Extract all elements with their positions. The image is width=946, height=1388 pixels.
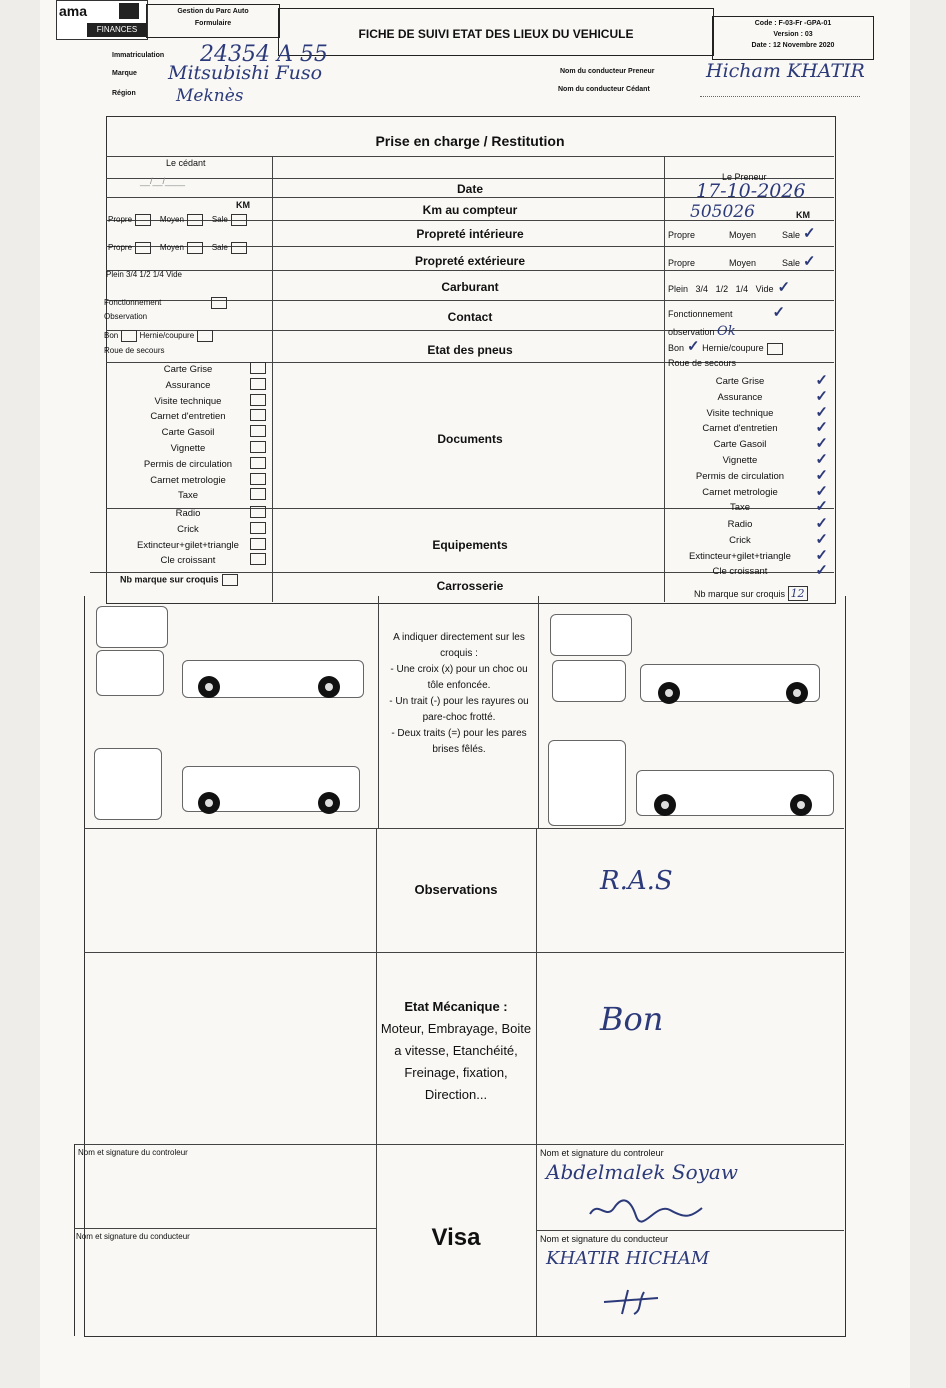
row-date: Date [456,182,483,196]
row-carburant: Carburant [441,280,499,294]
opt-sale: Sale [211,243,228,253]
checkbox[interactable] [231,214,247,226]
opt-1-4: 1/4 [735,284,749,294]
region-value: Meknès [176,86,244,106]
visa-label: Visa [431,1224,481,1251]
controleur-signature-svg [586,1196,706,1224]
list-item [108,538,268,554]
checkmark-icon[interactable]: ✓ [815,466,828,484]
checkbox[interactable] [135,242,151,254]
cedant-proprete-ext[interactable] [108,242,247,254]
opt-3-4: 3/4 [126,270,138,279]
preneur-km-unit: KM [796,210,810,220]
instruction-line: - Un trait (-) pour les rayures ou pare-choc frotté. [389,696,529,723]
list-item-label: Cle croissant [160,555,216,567]
conducteur-signature [598,1286,688,1316]
opt-vide: Vide [755,284,774,294]
cedant-date-field[interactable]: __/__/____ [140,176,186,186]
row-km: Km au compteur [422,203,518,217]
row-proprete-ext: Propreté extérieure [414,254,526,268]
checkbox[interactable] [250,378,266,390]
opt-moyen: Moyen [729,230,757,240]
list-item [668,421,834,437]
list-item [108,378,268,394]
row-pneus: Etat des pneus [427,343,513,357]
list-item [668,500,834,516]
vehicle-sketch-rear-left [94,748,162,820]
header-left-box [146,4,280,38]
list-item [668,387,834,406]
list-item [108,362,268,378]
list-item [108,409,268,425]
opt-moyen: Moyen [729,258,757,268]
croquis-instructions [382,630,536,758]
fonctionnement-label: Fonctionnement [668,309,733,319]
vehicle-sketch-front-right [550,614,632,656]
header-title-box [278,8,714,56]
checkmark-icon[interactable]: ✓ [815,450,828,468]
cedant-label: Nom du conducteur Cédant [558,86,650,93]
preneur-fonctionnement [668,304,786,321]
opt-propre: Propre [668,258,696,268]
wheel-icon [654,794,676,816]
list-item-label: Permis de circulation [695,470,785,482]
wheel-icon [318,676,340,698]
vehicle-sketch-rear-right [548,740,626,826]
checkmark-icon[interactable]: ✓ [815,419,828,437]
checkbox[interactable] [231,242,247,254]
preneur-pneus [668,338,832,355]
page-title: FICHE DE SUIVI ETAT DES LIEUX DU VEHICULE [358,27,634,41]
doc-version: Version : 03 [773,31,813,38]
checkmark-icon[interactable]: ✓ [815,482,828,500]
list-item-label: Carte Grise [715,376,765,387]
opt-moyen: Moyen [159,215,184,225]
row-contact: Contact [447,310,493,324]
list-item [668,403,834,422]
checkbox[interactable] [222,574,238,586]
list-item [108,522,268,538]
row-proprete-int: Propreté intérieure [416,227,524,241]
opt-sale: Sale [782,258,801,268]
cedant-head: Le cédant [166,158,206,168]
list-item-label: Carnet d'entretien [702,423,778,435]
preneur-date: 17-10-2026 [696,180,806,202]
preneur-proprete-int [668,225,828,242]
checkbox[interactable] [250,538,266,550]
checkmark-icon[interactable]: ✓ [815,372,828,389]
cedant-fonctionnement [104,297,227,309]
list-item [668,450,834,469]
visa-controleur-label-right: Nom et signature du controleur [540,1148,664,1158]
cedant-documents-list [108,362,268,504]
opt-propre: Propre [668,230,696,240]
list-item-label: Visite technique [706,407,774,419]
marque-value: Mitsubishi Fuso [168,62,323,84]
list-item [668,482,834,501]
checkbox[interactable] [250,506,266,518]
doc-date: Date : 12 Novembre 2020 [751,42,835,49]
tyre-bon: Bon [104,331,119,341]
opt-plein: Plein [668,284,689,294]
checkmark-icon[interactable]: ✓ [815,515,828,532]
preneur-head: Le Preneur [722,172,767,182]
visa-conducteur-value: KHATIR HICHAM [546,1248,710,1269]
tyre-hernie: Hernie/coupure [702,343,764,353]
list-item-label: Carte Grise [163,364,213,375]
company-logo [56,0,148,40]
list-item-label: Permis de circulation [143,458,233,470]
checkbox[interactable] [250,522,266,534]
nb-marque-label: Nb marque sur croquis [694,589,786,599]
gestion-label: Gestion du Parc Auto [177,8,249,15]
doc-code: Code : F-03-Fr -GPA-01 [754,20,832,27]
checkmark-icon[interactable]: ✓ [803,225,816,242]
marque-label: Marque [112,70,137,77]
list-item-label: Carte Gasoil [713,439,767,451]
nb-marque-value: 12 [788,586,808,601]
cedant-observation: Observation [104,312,148,321]
opt-propre: Propre [108,243,133,253]
checkbox[interactable] [187,242,203,254]
checkbox[interactable] [250,473,266,485]
checkmark-icon[interactable]: ✓ [815,403,828,421]
preneur-km: 505026 [690,202,755,222]
checkbox[interactable] [187,214,203,226]
list-item-label: Assurance [717,391,763,403]
list-item-label: Visite technique [154,395,222,407]
list-item-label: Crick [729,534,751,546]
list-item [668,564,834,580]
cedant-proprete-int[interactable] [108,214,247,226]
vehicle-sketch-back-left [96,650,164,696]
list-item-label: Extincteur+gilet+triangle [689,550,791,562]
wheel-icon [786,682,808,704]
opt-1-2: 1/2 [139,270,151,279]
cedant-km-unit: KM [236,200,250,210]
observations-value: R.A.S [600,866,673,896]
mecanique-label: Etat Mécanique : [404,999,508,1014]
opt-sale: Sale [211,215,228,225]
wheel-icon [198,792,220,814]
wheel-icon [318,792,340,814]
checkbox[interactable] [250,553,266,565]
checkmark-icon[interactable]: ✓ [777,279,791,296]
list-item [108,425,268,441]
list-item [668,546,834,565]
list-item [108,506,268,522]
checkmark-icon[interactable]: ✓ [803,253,816,270]
checkmark-icon[interactable]: ✓ [815,530,828,548]
checkmark-icon[interactable]: ✓ [815,387,828,405]
list-item [668,437,834,453]
list-item-label: Carnet metrologie [702,486,778,498]
nb-marque-label: Nb marque sur croquis [120,574,219,585]
observation-label: observation [668,327,715,337]
list-item-label: Carnet metrologie [150,474,226,486]
list-item-label: Taxe [729,502,751,514]
list-item-label: Crick [177,523,199,535]
checkmark-icon[interactable]: ✓ [772,304,786,321]
checkbox[interactable] [250,457,266,469]
visa-conducteur-label-right: Nom et signature du conducteur [540,1234,669,1244]
instruction-line: - Une croix (x) pour un choc ou tôle enfoncée. [390,664,528,691]
opt-sale: Sale [782,230,801,240]
checkmark-icon[interactable]: ✓ [815,435,828,453]
list-item [668,517,834,533]
list-item [108,488,268,504]
checkbox[interactable] [250,488,266,500]
opt-moyen: Moyen [159,243,184,253]
visa-controleur-label-left: Nom et signature du controleur [78,1148,188,1157]
preneur-secours: Roue de secours [668,358,737,368]
tyre-bon: Bon [668,343,685,353]
cedant-equipements-list [108,506,268,569]
checkbox[interactable] [121,330,137,342]
preneur-value: Hicham KHATIR [706,60,865,82]
list-item [108,553,268,569]
checkbox[interactable] [250,394,266,406]
mecanique-value: Bon [600,1000,664,1038]
region-label: Région [112,90,136,97]
opt-plein: Plein [106,270,124,279]
checkbox[interactable] [767,343,783,355]
logo-mark-icon [119,3,139,19]
preneur-label: Nom du conducteur Preneur [560,68,655,75]
cedant-secours: Roue de secours [104,346,165,355]
opt-3-4: 3/4 [695,284,709,294]
checkmark-icon[interactable]: ✓ [687,338,700,355]
list-item-label: Cle croissant [712,566,768,578]
controleur-signature [586,1196,706,1224]
mecanique-block [380,996,532,1106]
preneur-proprete-ext [668,253,828,270]
checkbox[interactable] [250,409,266,421]
checkbox[interactable] [197,330,213,342]
list-item-label: Extincteur+gilet+triangle [137,539,239,551]
row-documents: Documents [437,432,503,446]
logo-text: ama [59,3,88,19]
checkbox[interactable] [250,441,266,453]
list-item-label: Taxe [177,490,199,502]
vehicle-sketch-front-left [96,606,168,648]
wheel-icon [658,682,680,704]
checkbox[interactable] [250,362,266,374]
mecanique-details: Moteur, Embrayage, Boite a vitesse, Etanchéité, Freinage, fixation, Direction... [380,1021,532,1102]
row-equipements: Equipements [432,538,508,552]
logo-sub: FINANCES [87,23,147,37]
vehicle-sketch-back-right [552,660,626,702]
cedant-nb-marque [120,574,238,586]
observation-value: Ok [717,324,736,339]
list-item [108,473,268,489]
immat-label: Immatriculation [112,52,165,59]
checkmark-icon[interactable]: ✓ [815,498,828,516]
formulaire-label: Formulaire [194,20,232,27]
instruction-line: A indiquer directement sur les croquis : [393,632,525,659]
header-code-box [712,16,874,60]
preneur-carburant [668,279,828,296]
tyre-hernie: Hernie/coupure [139,331,195,341]
wheel-icon [790,794,812,816]
opt-vide: Vide [166,270,182,279]
row-carrosserie: Carrosserie [436,579,504,593]
preneur-documents-list [668,374,834,516]
checkbox[interactable] [211,297,227,309]
opt-1-4: 1/4 [152,270,164,279]
table-title: Prise en charge / Restitution [375,133,565,149]
observations-label: Observations [414,882,498,897]
opt-propre: Propre [108,215,133,225]
preneur-observation [668,324,736,339]
list-item-label: Vignette [170,442,206,454]
cedant-pneus [104,330,213,342]
visa-conducteur-label-left: Nom et signature du conducteur [76,1232,190,1241]
list-item-label: Carnet d'entretien [150,411,226,423]
list-item [668,374,834,390]
checkbox[interactable] [250,425,266,437]
preneur-equipements-list [668,517,834,580]
list-item-label: Carte Gasoil [161,427,215,439]
fonctionnement-label: Fonctionnement [104,298,162,308]
cedant-line [700,96,860,97]
cedant-carburant[interactable] [106,270,182,279]
list-item [108,441,268,457]
list-item [668,466,834,485]
list-item [108,457,268,473]
checkmark-icon[interactable]: ✓ [815,562,828,580]
immat-value: 24354 A 55 [200,42,328,67]
checkmark-icon[interactable]: ✓ [815,546,828,564]
list-item [668,530,834,549]
list-item-label: Radio [727,519,753,530]
opt-1-2: 1/2 [715,284,729,294]
conducteur-signature-svg [598,1286,688,1316]
instruction-line: - Deux traits (=) pour les pares brises fêlés. [391,728,527,755]
visa-controleur-value: Abdelmalek Soyaw [546,1160,738,1184]
list-item-label: Assurance [165,379,211,391]
list-item-label: Vignette [722,454,758,466]
wheel-icon [198,676,220,698]
list-item-label: Radio [175,508,201,519]
list-item [108,394,268,410]
checkbox[interactable] [135,214,151,226]
